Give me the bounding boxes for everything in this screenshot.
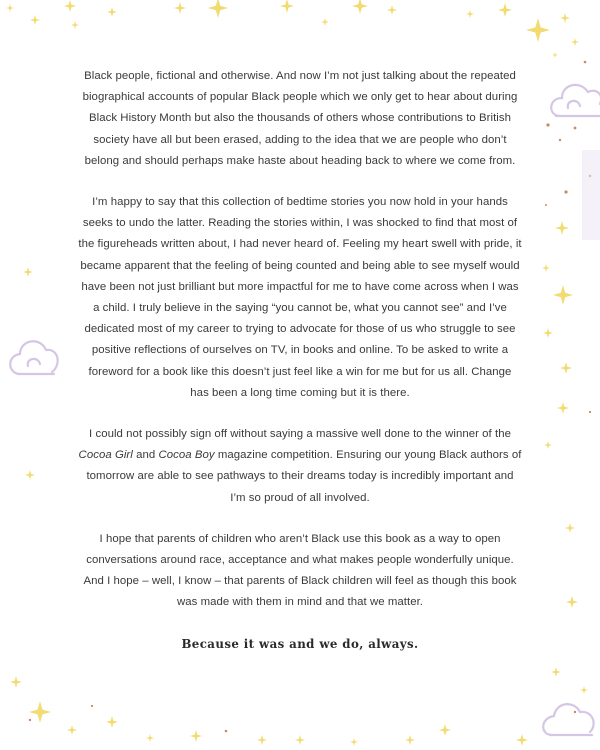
paragraph-2: I’m happy to say that this collection of bedtime stories you now hold in your hands seeks to undo the latter. Reading the stories within, I was shocked to find that most of the figureheads written about, I had never heard of. Feeling my heart swell with pride, it became apparent that the feeling of being counted and being able to see myself would have been not just brilliant but more impactful for me to have come across when I was a child. I truly believe in the saying “you cannot be, what you cannot see” and I’ve dedicated most of my career to trying to advocate for those of us who struggle to see positive reflections of ourselves on TV, in books and online. To be asked to write a foreword for a book like this doesn’t just feel like a win for me but for us all. Change has been a long time coming but it is there. — [78, 196, 522, 399]
closing-line: Because it was and we do, always. — [181, 636, 419, 651]
cloud-bottom-right-icon — [543, 704, 593, 735]
star-cluster-left — [23, 267, 35, 480]
paragraph-1: Black people, fictional and otherwise. And now I’m not just talking about the repeated biographical accounts of popular Black people which we only get to hear about during Black History Month but also the thousands of others whose contributions to British society have all but been erased, adding to the idea that we are people who don’t belong and should perhaps make haste about heading back to where we come from. — [82, 70, 518, 167]
cloud-left-icon — [10, 341, 57, 374]
magazine-title-cocoa-girl: Cocoa Girl — [78, 449, 133, 462]
star-cluster-right — [542, 221, 578, 608]
magazine-title-cocoa-boy: Cocoa Boy — [158, 449, 215, 462]
star-cluster-top — [6, 0, 579, 58]
star-cluster-bottom — [10, 667, 588, 746]
paragraph-3: I could not possibly sign off without saying a massive well done to the winner of the Cocoa Girl and Cocoa Boy magazine competition. Ensuring our young Black authors of tomorrow are able to see pathways to their dreams today is incredibly important and I’m so proud of all involved. — [78, 428, 522, 504]
lavender-wash — [582, 150, 600, 240]
cloud-right-icon — [551, 85, 600, 116]
paragraph-4: I hope that parents of children who aren’t Black use this book as a way to open conversations around race, acceptance and what makes people wonderfully unique. And I hope – well, I know – that parents of Black children will feel as though this book was made with them in mind and that we matter. — [83, 532, 517, 609]
foreword-body — [78, 66, 522, 675]
